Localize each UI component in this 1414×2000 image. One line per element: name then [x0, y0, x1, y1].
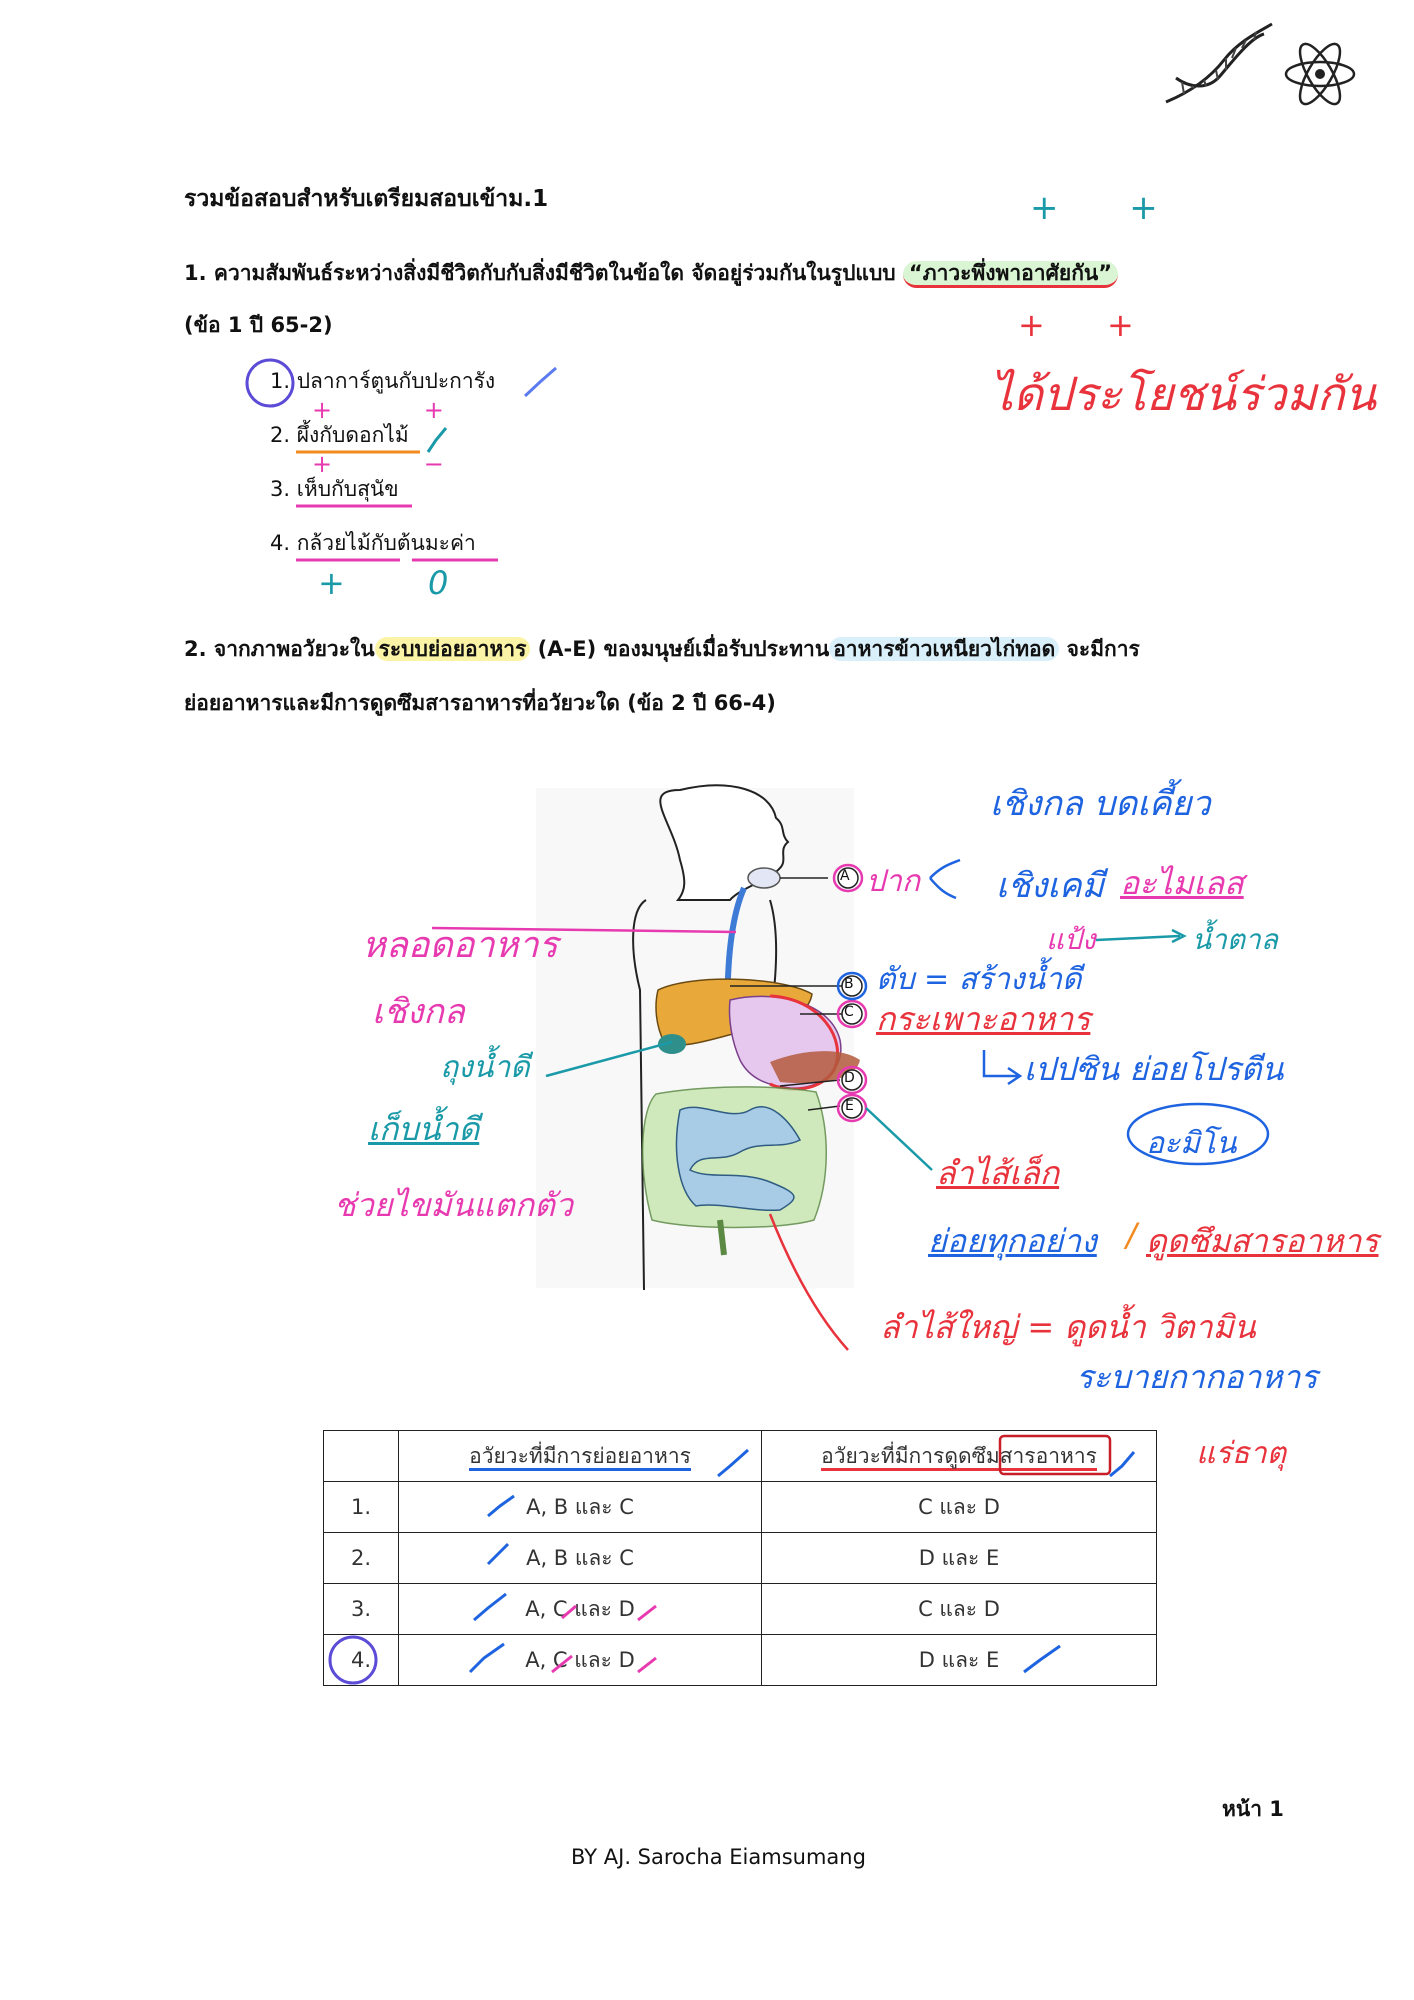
q1-note-option-3: + −	[312, 450, 486, 478]
note-starch: แป้ง	[1046, 923, 1096, 956]
note-digest-all: ย่อยทุกอย่าง	[928, 1222, 1097, 1260]
page-title: รวมข้อสอบสำหรับเตรียมสอบเข้าม.1	[184, 186, 549, 212]
table-header-digestion: อวัยวะที่มีการย่อยอาหาร	[399, 1431, 762, 1482]
note-minerals: แร่ธาตุ	[1196, 1436, 1287, 1471]
row-number: 4.	[324, 1635, 399, 1686]
page-number: หน้า 1	[1222, 1797, 1284, 1821]
q1-note-option-4-right: 0	[428, 564, 449, 602]
mouth-organ	[748, 868, 780, 888]
note-fat-emulsion: ช่วยไขมันแตกตัว	[334, 1186, 573, 1224]
q1-note-plus-mid: + +	[1018, 306, 1160, 344]
note-chemical: เชิงเคมี	[996, 866, 1105, 906]
row-absorption: D และ E	[762, 1533, 1157, 1584]
check-row-4-absorption	[1024, 1646, 1060, 1672]
q1-check-2	[428, 428, 446, 452]
row-digestion: A, B และ C	[399, 1533, 762, 1584]
q2-highlight-food: อาหารข้าวเหนียวไก่ทอด	[829, 637, 1059, 661]
organ-label-b: B	[844, 976, 854, 992]
q2-line-1-a: 2. จากภาพอวัยวะใน	[184, 637, 375, 661]
q1-option-2: 2. ผึ้งกับดอกไม้	[270, 423, 409, 447]
note-esophagus-mechanical: เชิงกล	[372, 992, 465, 1032]
q1-note-option-4-left: +	[318, 564, 345, 602]
q1-option-3: 3. เห็บกับสุนัข	[270, 477, 399, 501]
answer-circle-row-4	[330, 1637, 376, 1683]
organ-label-e: E	[845, 1098, 854, 1114]
check-row-1	[488, 1496, 514, 1516]
note-stomach: กระเพาะอาหาร	[876, 1000, 1091, 1038]
strike-row-4	[552, 1656, 656, 1672]
check-header-absorption	[1110, 1452, 1134, 1476]
note-sugar: น้ำตาล	[1192, 923, 1278, 956]
organ-label-c: C	[844, 1004, 854, 1020]
row-absorption: C และ D	[762, 1482, 1157, 1533]
q1-text-before: 1. ความสัมพันธ์ระหว่างสิ่งมีชีวิตกับกับสิ่งมีชีวิตในข้อใด จัดอยู่ร่วมกันในรูปแบบ	[184, 261, 903, 285]
note-mechanical-chewing: เชิงกล บดเคี้ยว	[990, 784, 1211, 824]
mouth-arrow	[930, 860, 960, 898]
note-slash: /	[1126, 1216, 1137, 1254]
q1-option-4: 4. กล้วยไม้กับต้นมะค่า	[270, 531, 476, 555]
note-store-bile: เก็บน้ำดี	[368, 1110, 480, 1148]
q1-option-1: 1. ปลาการ์ตูนกับปะการัง	[270, 369, 496, 393]
check-header-digestion	[718, 1450, 748, 1476]
note-small-intestine: ลำไส้เล็ก	[936, 1154, 1060, 1192]
row-absorption: C และ D	[762, 1584, 1157, 1635]
q1-answer-circle	[247, 360, 293, 406]
starch-arrow	[1096, 930, 1184, 942]
note-amylase: อะไมเลส	[1120, 864, 1244, 902]
table-header-absorption: อวัยวะที่มีการดูดซึมสารอาหาร	[762, 1431, 1157, 1482]
row-number: 2.	[324, 1533, 399, 1584]
author-credit: BY AJ. Sarocha Eiamsumang	[571, 1845, 866, 1869]
q2-line-1-c: จะมีการ	[1059, 637, 1140, 661]
table-annotation-marks	[300, 1420, 1200, 1700]
box-header-absorption	[1000, 1436, 1110, 1474]
row-number: 1.	[324, 1482, 399, 1533]
q2-line-1-b: (A-E) ของมนุษย์เมื่อรับประทาน	[530, 637, 830, 661]
q2-highlight-digestive: ระบบย่อยอาหาร	[375, 637, 531, 661]
row-digestion: A, B และ C	[399, 1482, 762, 1533]
note-amino: อะมิโน	[1146, 1126, 1237, 1161]
check-row-4	[470, 1644, 504, 1672]
q2-line-2: ย่อยอาหารและมีการดูดซึมสารอาหารที่อวัยวะใด (ข้อ 2 ปี 66-4)	[184, 691, 776, 715]
note-large-intestine: ลำไส้ใหญ่ = ดูดน้ำ วิตามิน	[880, 1308, 1256, 1346]
row-number: 3.	[324, 1584, 399, 1635]
q1-source: (ข้อ 1 ปี 65-2)	[184, 313, 333, 337]
row-digestion: A, C และ D	[399, 1584, 762, 1635]
strike-row-3	[562, 1606, 656, 1620]
note-gallbladder: ถุงน้ำดี	[440, 1050, 530, 1085]
q2-line-1	[184, 634, 1140, 664]
organ-label-d: D	[844, 1070, 855, 1086]
row-absorption: D และ E	[762, 1635, 1157, 1686]
q1-check-1	[525, 368, 556, 396]
q1-note-plus-top: + +	[1030, 188, 1188, 228]
q1-annotation-marks	[0, 0, 1414, 620]
note-mouth: ปาก	[866, 864, 921, 899]
note-esophagus: หลอดอาหาร	[362, 925, 558, 966]
q1-highlight-term: “ภาวะพึ่งพาอาศัยกัน”	[903, 261, 1118, 288]
small-intestine-pointer	[866, 1108, 932, 1170]
note-absorb-nutrients: ดูดซึมสารอาหาร	[1146, 1222, 1379, 1260]
note-liver: ตับ = สร้างน้ำดี	[876, 962, 1082, 997]
row-digestion: A, C และ D	[399, 1635, 762, 1686]
q1-note-option-2: + +	[312, 396, 486, 424]
organ-label-a: A	[840, 868, 850, 884]
check-row-3	[474, 1594, 506, 1620]
pepsin-arrow	[984, 1050, 1020, 1084]
check-row-2	[488, 1544, 508, 1564]
note-excretion: ระบายกากอาหาร	[1076, 1358, 1318, 1396]
q1-note-benefit: ได้ประโยชน์ร่วมกัน	[990, 367, 1377, 421]
note-pepsin: เปปซิน ย่อยโปรตีน	[1024, 1050, 1284, 1088]
